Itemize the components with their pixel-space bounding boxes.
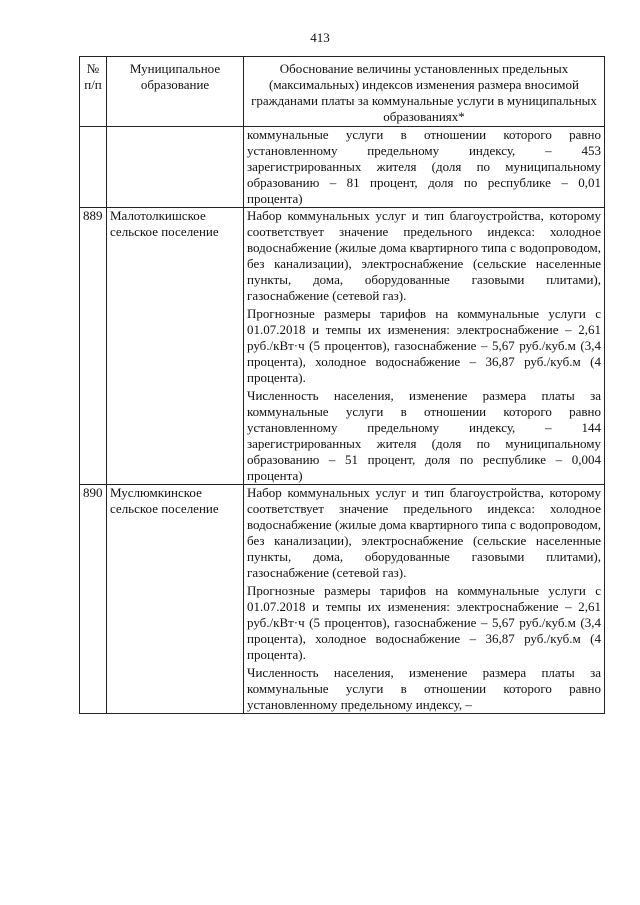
paragraph-population: Численность населения, изменение размера платы за коммунальные услуги в отношении которого равно установленному предельному индексу, – <box>247 665 601 712</box>
row-municipality: Муслюмкинское сельское поселение <box>107 485 244 714</box>
row-justification <box>244 485 605 714</box>
paragraph-utility-set: Набор коммунальных услуг и тип благоустройства, которому соответствует значение предельного индекса: холодное водоснабжение (жилые дома квартирного типа с водопроводом, без канализации), электроснабжение (сельские населенные пункты, дома, оборудованные газовыми плитами), газоснабжение (сетевой газ). <box>247 208 601 303</box>
row-justification <box>244 208 605 485</box>
continuation-paragraph: коммунальные услуги в отношении которого равно установленному предельному индексу, – 453 зарегистрированных жителя (доля по муниципальному образованию – 81 процент, доля по республике – 0,01 процента) <box>247 127 601 206</box>
table-row-continuation <box>80 127 605 208</box>
header-municipality: Муниципальное образование <box>107 57 244 127</box>
table-header-row <box>80 57 605 127</box>
paragraph-tariffs: Прогнозные размеры тарифов на коммунальные услуги с 01.07.2018 и темпы их изменения: электроснабжение – 2,61 руб./кВт·ч (5 процентов), газоснабжение – 5,67 руб./куб.м (3,4 процента), холодное водоснабжение – 36,87 руб./куб.м (4 процента). <box>247 583 601 662</box>
continuation-municipality-cell <box>107 127 244 208</box>
row-num: 889 <box>80 208 107 485</box>
continuation-text-cell <box>244 127 605 208</box>
header-justification: Обоснование величины установленных предельных (максимальных) индексов изменения размера вносимой гражданами платы за коммунальные услуги в муниципальных образованиях* <box>244 57 605 127</box>
paragraph-population: Численность населения, изменение размера платы за коммунальные услуги в отношении которого равно установленному предельному индексу, – 144 зарегистрированных жителя (доля по муниципальному образованию – 51 процент, доля по республике – 0,004 процента) <box>247 388 601 483</box>
tariff-justification-table <box>79 56 605 714</box>
header-num: № п/п <box>80 57 107 127</box>
page-number: 413 <box>310 30 330 45</box>
row-municipality: Малотолкишское сельское поселение <box>107 208 244 485</box>
continuation-num-cell <box>80 127 107 208</box>
paragraph-tariffs: Прогнозные размеры тарифов на коммунальные услуги с 01.07.2018 и темпы их изменения: электроснабжение – 2,61 руб./кВт·ч (5 процентов), газоснабжение – 5,67 руб./куб.м (3,4 процента), холодное водоснабжение – 36,87 руб./куб.м (4 процента). <box>247 306 601 385</box>
table-row-889 <box>80 208 605 485</box>
table-row-890 <box>80 485 605 714</box>
paragraph-utility-set: Набор коммунальных услуг и тип благоустройства, которому соответствует значение предельного индекса: холодное водоснабжение (жилые дома квартирного типа с водопроводом, без канализации), электроснабжение (сельские населенные пункты, дома, оборудованные газовыми плитами), газоснабжение (сетевой газ). <box>247 485 601 580</box>
row-num: 890 <box>80 485 107 714</box>
